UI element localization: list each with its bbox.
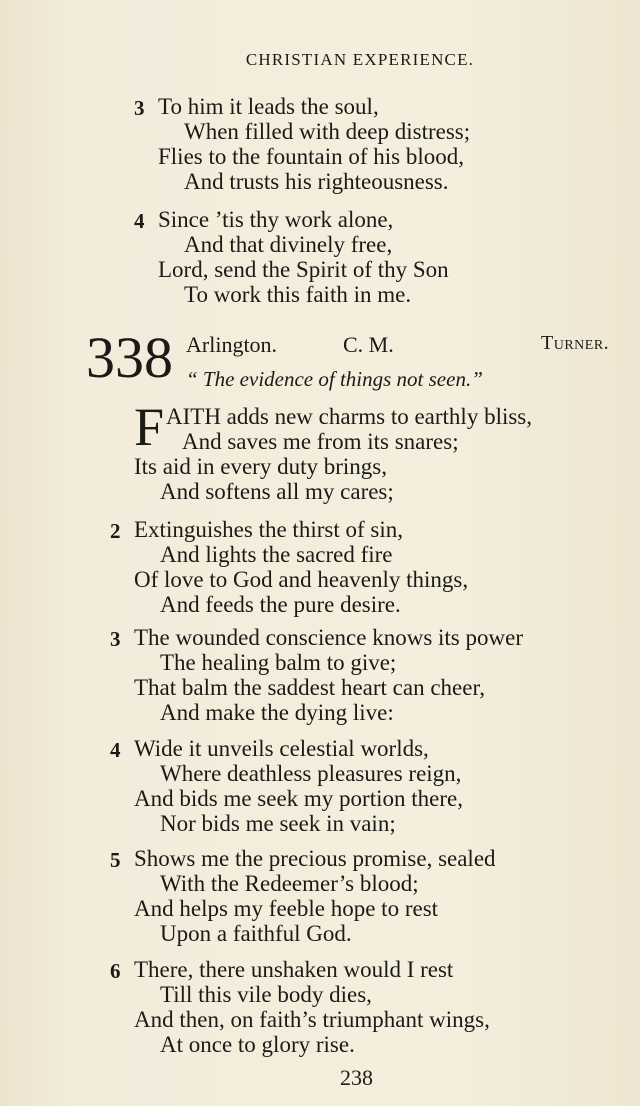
stanza-number: 2 <box>110 519 121 543</box>
verse-line: And then, on faith’s triumphant wings, <box>134 1007 490 1032</box>
verse-line: There, there unshaken would I rest <box>134 957 454 982</box>
verse-line: And that divinely free, <box>184 232 393 257</box>
verse-line: And trusts his righteousness. <box>184 169 449 194</box>
hymn-number: 338 <box>86 325 173 390</box>
verse-line: And saves me from its snares; <box>182 429 459 454</box>
verse-line: Wide it unveils celestial worlds, <box>134 736 429 761</box>
stanza-number: 4 <box>134 209 145 233</box>
verse-line: When filled with deep distress; <box>184 119 471 144</box>
stanza-number: 3 <box>110 627 121 651</box>
verse-line: And feeds the pure desire. <box>160 592 401 617</box>
verse-line: To work this faith in me. <box>184 282 412 307</box>
verse-line: And softens all my cares; <box>160 479 394 504</box>
verse-line: With the Redeemer’s blood; <box>160 871 419 896</box>
stanza-number: 3 <box>134 96 145 120</box>
verse-line: The wounded conscience knows its power <box>134 625 523 650</box>
verse-line: Nor bids me seek in vain; <box>160 811 396 836</box>
verse-line: Till this vile body dies, <box>160 982 372 1007</box>
epigraph: “ The evidence of things not seen.” <box>186 367 483 391</box>
verse-line: AITH adds new charms to earthly bliss, <box>166 404 533 429</box>
meter: C. M. <box>343 332 394 357</box>
verse-line: Extinguishes the thirst of sin, <box>134 517 403 542</box>
verse-line: Since ’tis thy work alone, <box>158 207 394 232</box>
verse-line: And make the dying live: <box>160 700 394 725</box>
verse-line: Upon a faithful God. <box>160 921 352 946</box>
verse-line: Lord, send the Spirit of thy Son <box>158 257 449 282</box>
verse-line: And bids me seek my portion there, <box>134 786 463 811</box>
stanza-number: 4 <box>110 738 121 762</box>
running-header: CHRISTIAN EXPERIENCE. <box>245 50 475 69</box>
tune-name: Arlington. <box>186 332 278 357</box>
verse-line: Of love to God and heavenly things, <box>134 567 469 592</box>
verse-line: At once to glory rise. <box>160 1032 355 1057</box>
verse-line: And lights the sacred fire <box>160 542 393 567</box>
stanza-number: 6 <box>110 959 121 983</box>
verse-line: The healing balm to give; <box>160 650 397 675</box>
verse-line: And helps my feeble hope to rest <box>134 896 439 921</box>
verse-line: Flies to the fountain of his blood, <box>158 144 465 169</box>
verse-line: Its aid in every duty brings, <box>134 454 387 479</box>
verse-line: That balm the saddest heart can cheer, <box>134 675 485 700</box>
verse-line: To him it leads the soul, <box>158 94 379 119</box>
verse-line: Where deathless pleasures reign, <box>160 761 462 786</box>
verse-line: Shows me the precious promise, sealed <box>134 846 496 871</box>
composer: Turner. <box>541 332 610 354</box>
stanza-number: 5 <box>110 848 121 872</box>
page-number: 238 <box>340 1065 373 1090</box>
drop-cap: F <box>134 397 165 457</box>
